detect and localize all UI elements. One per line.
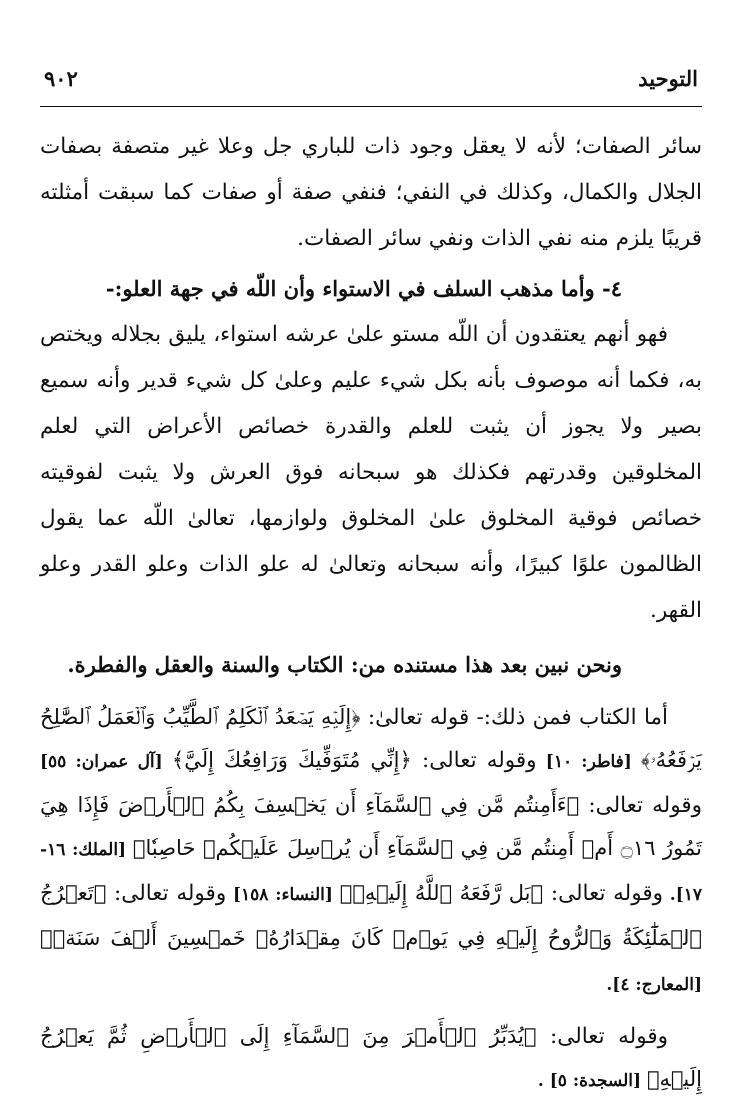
text-segment: وقوله تعالى: bbox=[106, 881, 227, 906]
page-number: ٩٠٢ bbox=[44, 66, 78, 91]
verse-reference: [فاطر: ١٠] bbox=[536, 752, 642, 772]
quran-verse: ﴿تَعۡرُجُ ٱلۡمَلَٰٓئِكَةُ وَٱلرُّوحُ إِلَيۡهِ فِي يَوۡمٖ كَانَ مِقۡدَارُهُۥ خَمۡسِينَ أَلۡفَ سَنَةٖ﴾ bbox=[40, 881, 702, 950]
quran-verse: ﴿إِنِّي مُتَوَفِّيكَ وَرَافِعُكَ إِلَيَّ﴾ bbox=[171, 748, 412, 772]
running-title: التوحيد bbox=[638, 66, 698, 91]
text-segment: أما الكتاب فمن ذلك:- قوله تعالىٰ: bbox=[360, 705, 668, 730]
quran-verse: ﴿يُدَبِّرُ ٱلۡأَمۡرَ مِنَ ٱلسَّمَآءِ إِلَى ٱلۡأَرۡضِ ثُمَّ يَعۡرُجُ إِلَيۡهِ﴾ bbox=[40, 1024, 702, 1091]
quran-verse: ﴿ءَأَمِنتُم مَّن فِي ٱلسَّمَآءِ أَن يَخۡسِفَ بِكُمُ ٱلۡأَرۡضَ فَإِذَا هِيَ تَمُورُ ۝١٦ أَمۡ أَمِنتُم مَّن فِي ٱلسَّمَآءِ أَن يُرۡسِلَ عَلَيۡكُمۡ حَاصِبٗا﴾ bbox=[40, 793, 702, 860]
paragraph-quran-evidence bbox=[40, 696, 702, 1007]
verse-reference: [السجدة: ٥] . bbox=[537, 1071, 647, 1091]
page-header bbox=[40, 66, 700, 100]
verse-reference: [آل عمران: ٥٥] bbox=[40, 752, 172, 772]
verse-reference: [النساء: ١٥٨] bbox=[226, 885, 340, 905]
paragraph-continuation: سائر الصفات؛ لأنه لا يعقل وجود ذات للباري جل وعلا غير متصفة بصفات الجلال والكمال، وكذلك في النفي؛ فنفي صفة أو صفات كما سبقت أمثلته قريبًا يلزم منه نفي الذات ونفي سائر الصفات. bbox=[40, 134, 702, 251]
verse-reference: [المعارج: ٤]. bbox=[606, 975, 702, 995]
paragraph-quran-evidence-2 bbox=[40, 1015, 702, 1103]
text-segment: وقوله تعالى: bbox=[579, 793, 702, 818]
quran-verse: ﴿بَل رَّفَعَهُ ٱللَّهُ إِلَيۡهِۚ﴾ bbox=[339, 881, 544, 905]
text-segment: وقوله تعالى: bbox=[411, 748, 537, 773]
evidence-intro-heading: ونحن نبين بعد هذا مستنده من: الكتاب والسنة والعقل والفطرة. bbox=[67, 652, 622, 677]
page-body bbox=[40, 124, 702, 1103]
paragraph-salaf-belief: فهو أنهم يعتقدون أن اللّه مستو علىٰ عرشه استواء، يليق بجلاله ويختص به، فكما أنه موصوف بأنه بكل شيء عليم وعلىٰ كل شيء قدير وأنه سميع بصير ولا يجوز أن يثبت للعلم والقدرة خصائص الأعراض التي لعلم المخلوقين وقدرتهم فكذلك هو سبحانه فوق العرش ولا يثبت لفوقيته خصائص فوقية المخلوق علىٰ المخلوق ولوازمها، تعالىٰ اللّه عما يقول الظالمون علوًا كبيرًا، وأنه سبحانه وتعالىٰ له علو الذات وعلو القدر وعلو القهر. bbox=[40, 322, 702, 623]
header-rule bbox=[40, 106, 702, 107]
section-heading: ٤- وأما مذهب السلف في الاستواء وأن اللّه في جهة العلو:- bbox=[105, 276, 622, 301]
text-segment: وقوله تعالى: bbox=[543, 881, 663, 906]
text-segment: وقوله تعالى: bbox=[536, 1024, 668, 1049]
quran-verse: ﴿إِلَيۡهِ يَصۡعَدُ ٱلۡكَلِمُ ٱلطَّيِّبُ وَٱلۡعَمَلُ ٱلصَّٰلِحُ يَرۡفَعُهُۥ﴾ bbox=[40, 705, 703, 772]
verse-reference: [الملك: ١٦- ١٧]. bbox=[40, 840, 703, 905]
